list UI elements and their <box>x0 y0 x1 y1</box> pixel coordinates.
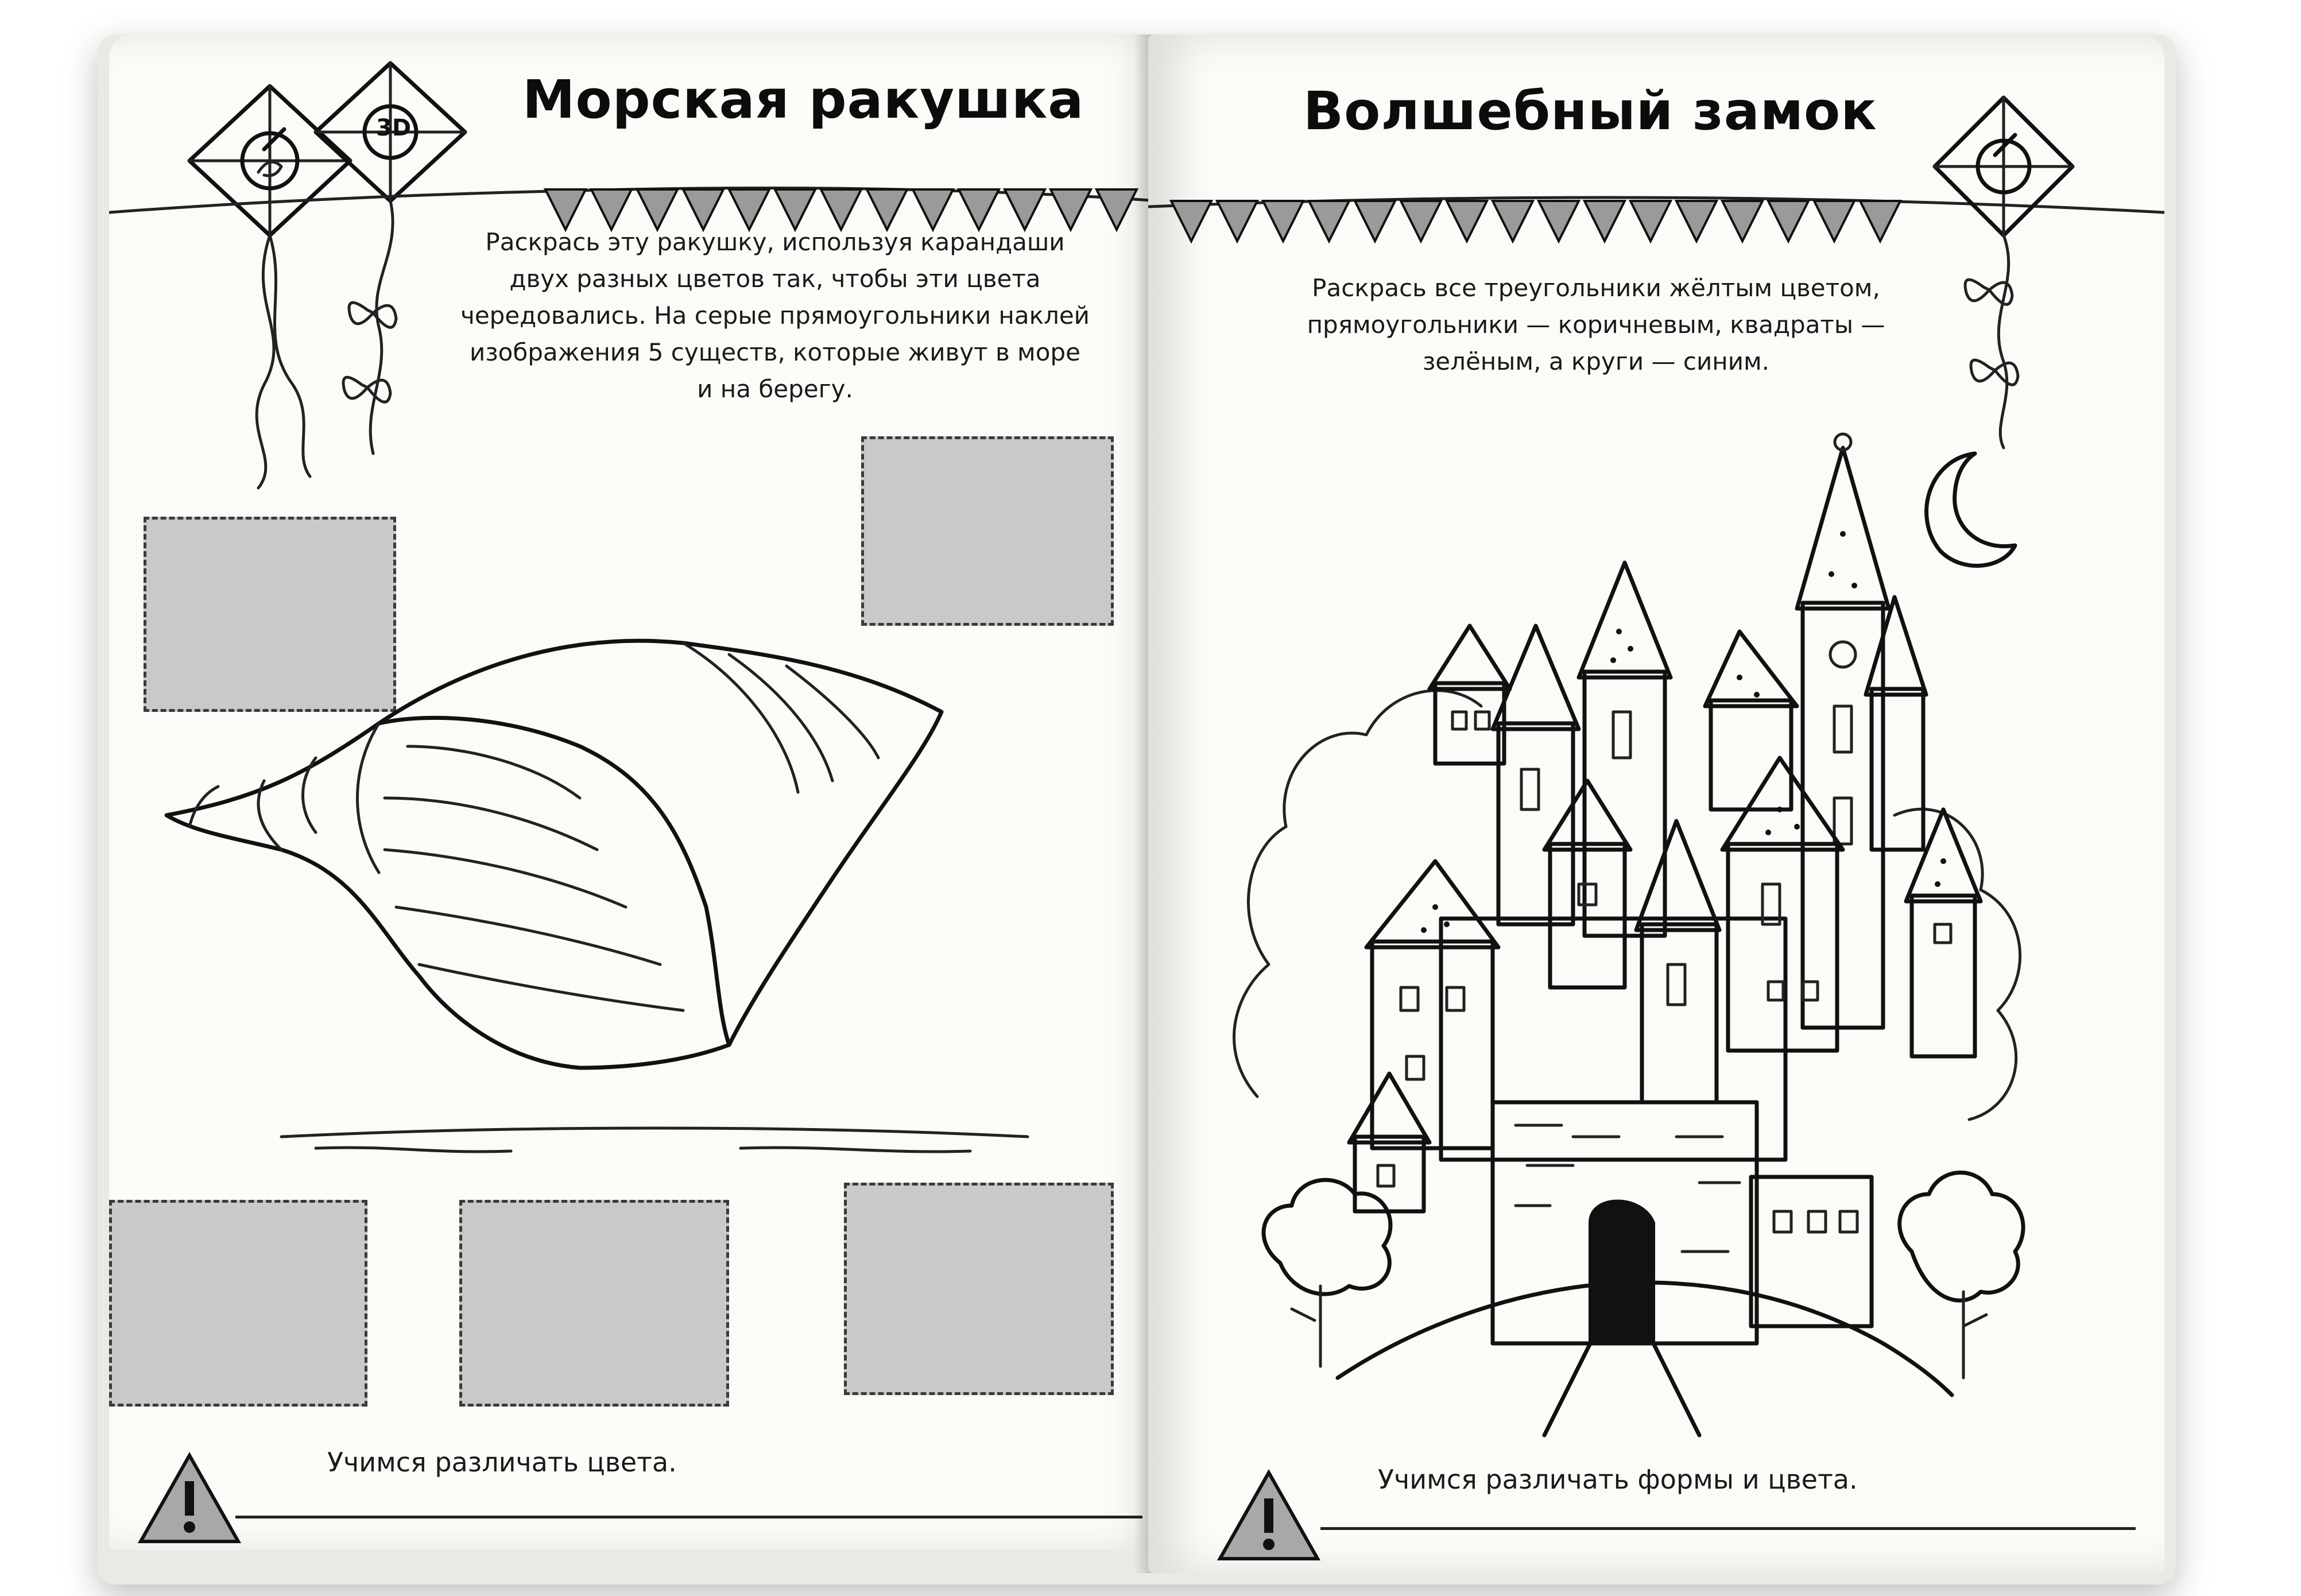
sticker-slot-3 <box>109 1200 367 1407</box>
footer-left: Учимся различать цвета. <box>327 1447 677 1478</box>
footer-right: Учимся различать формы и цвета. <box>1378 1464 1858 1495</box>
right-page <box>1148 34 2164 1573</box>
left-page <box>109 34 1160 1550</box>
kite-badge: 3D <box>376 115 412 141</box>
sticker-slot-5 <box>844 1183 1114 1395</box>
kite-icon <box>1929 98 2078 454</box>
page-title-left: Морская ракушка <box>522 69 1084 130</box>
sticker-slot-2 <box>861 436 1114 626</box>
warning-triangle-icon <box>1217 1470 1320 1562</box>
warning-triangle-icon <box>138 1452 241 1544</box>
instruction-right: Раскрась все треугольники жёлтым цветом, прямоугольники — коричневым, квадраты — зелёным, а круги — синим. <box>1307 274 1885 375</box>
instruction-left: Раскрась эту ракушку, используя карандаши двух разных цветов так, чтобы эти цвета чередовались. На серые прямоугольники наклей изображения 5 существ, которые живут в море и на берегу. <box>460 228 1090 403</box>
footer-rule-left <box>235 1516 1142 1518</box>
footer-rule-right <box>1320 1527 2136 1530</box>
kite-icon <box>178 63 477 499</box>
sticker-slot-4 <box>459 1200 729 1407</box>
seashell-drawing <box>109 609 1160 1183</box>
castle-drawing <box>1148 448 2164 1435</box>
page-title-right: Волшебный замок <box>1303 80 1877 142</box>
